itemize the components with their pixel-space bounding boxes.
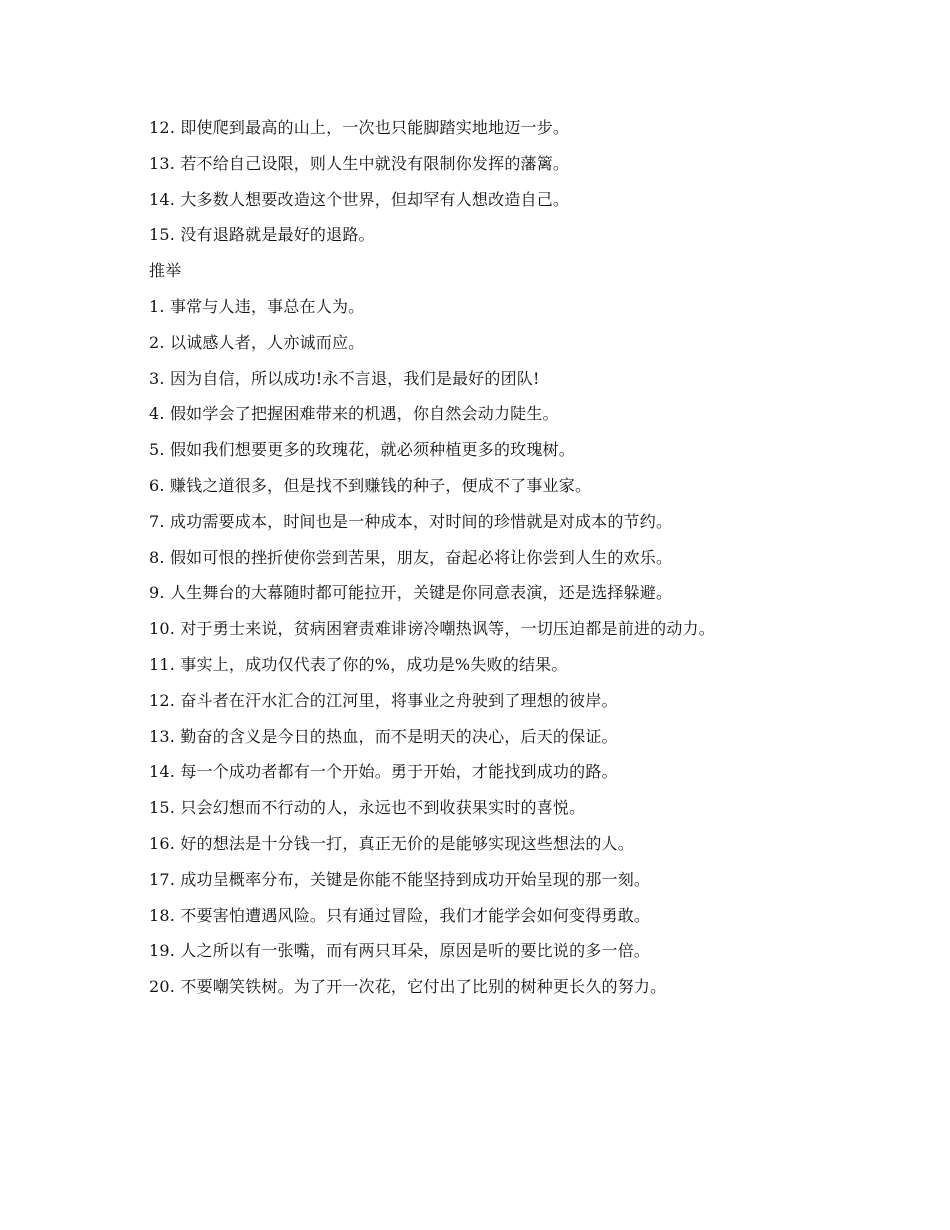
text-line-9: 9. 人生舞台的大幕随时都可能拉开，关键是你同意表演，还是选择躲避。 <box>149 583 673 603</box>
text-line-12-top: 12. 即使爬到最高的山上，一次也只能脚踏实地地迈一步。 <box>149 118 570 137</box>
text-line-18: 18. 不要害怕遭遇风险。只有通过冒险，我们才能学会如何变得勇敢。 <box>149 905 651 925</box>
text-line-15-top: 15. 没有退路就是最好的退路。 <box>149 225 375 245</box>
text-line-13: 13. 勤奋的含义是今日的热血，而不是明天的决心，后天的保证。 <box>149 726 618 746</box>
text-line-7: 7. 成功需要成本，时间也是一种成本，对时间的珍惜就是对成本的节约。 <box>149 511 673 531</box>
text-line-20: 20. 不要嘲笑铁树。为了开一次花，它付出了比别的树种更长久的努力。 <box>149 977 667 997</box>
text-line-5: 5. 假如我们想要更多的玫瑰花，就必须种植更多的玫瑰树。 <box>149 440 575 460</box>
text-line-17: 17. 成功呈概率分布，关键是你能不能坚持到成功开始呈现的那一刻。 <box>149 869 651 889</box>
text-line-1: 1. 事常与人违，事总在人为。 <box>149 296 365 316</box>
text-line-14-top: 14. 大多数人想要改造这个世界，但却罕有人想改造自己。 <box>149 189 570 209</box>
section-heading: 推举 <box>149 261 182 281</box>
text-line-2: 2. 以诚感人者，人亦诚而应。 <box>149 332 365 352</box>
text-line-19: 19. 人之所以有一张嘴，而有两只耳朵，原因是听的要比说的多一倍。 <box>149 941 651 961</box>
text-line-6: 6. 赚钱之道很多，但是找不到赚钱的种子，便成不了事业家。 <box>149 475 592 495</box>
text-line-11: 11. 事实上，成功仅代表了你的%，成功是%失败的结果。 <box>149 654 568 674</box>
document-body <box>149 110 919 1005</box>
text-line-14: 14. 每一个成功者都有一个开始。勇于开始，才能找到成功的路。 <box>149 762 618 782</box>
text-line-13-top: 13. 若不给自己设限，则人生中就没有限制你发挥的藩篱。 <box>149 153 570 173</box>
text-line-8: 8. 假如可恨的挫折使你尝到苦果，朋友，奋起必将让你尝到人生的欢乐。 <box>149 547 673 567</box>
text-line-4: 4. 假如学会了把握困难带来的机遇，你自然会动力陡生。 <box>149 404 559 424</box>
text-line-10: 10. 对于勇士来说，贫病困窘责难诽谤冷嘲热讽等，一切压迫都是前进的动力。 <box>149 619 715 639</box>
text-line-16: 16. 好的想法是十分钱一打，真正无价的是能够实现这些想法的人。 <box>149 833 634 853</box>
text-line-12: 12. 奋斗者在汗水汇合的江河里，将事业之舟驶到了理想的彼岸。 <box>149 690 618 710</box>
text-line-15: 15. 只会幻想而不行动的人，永远也不到收获果实时的喜悦。 <box>149 798 586 818</box>
text-line-3: 3. 因为自信，所以成功!永不言退，我们是最好的团队! <box>149 368 540 388</box>
